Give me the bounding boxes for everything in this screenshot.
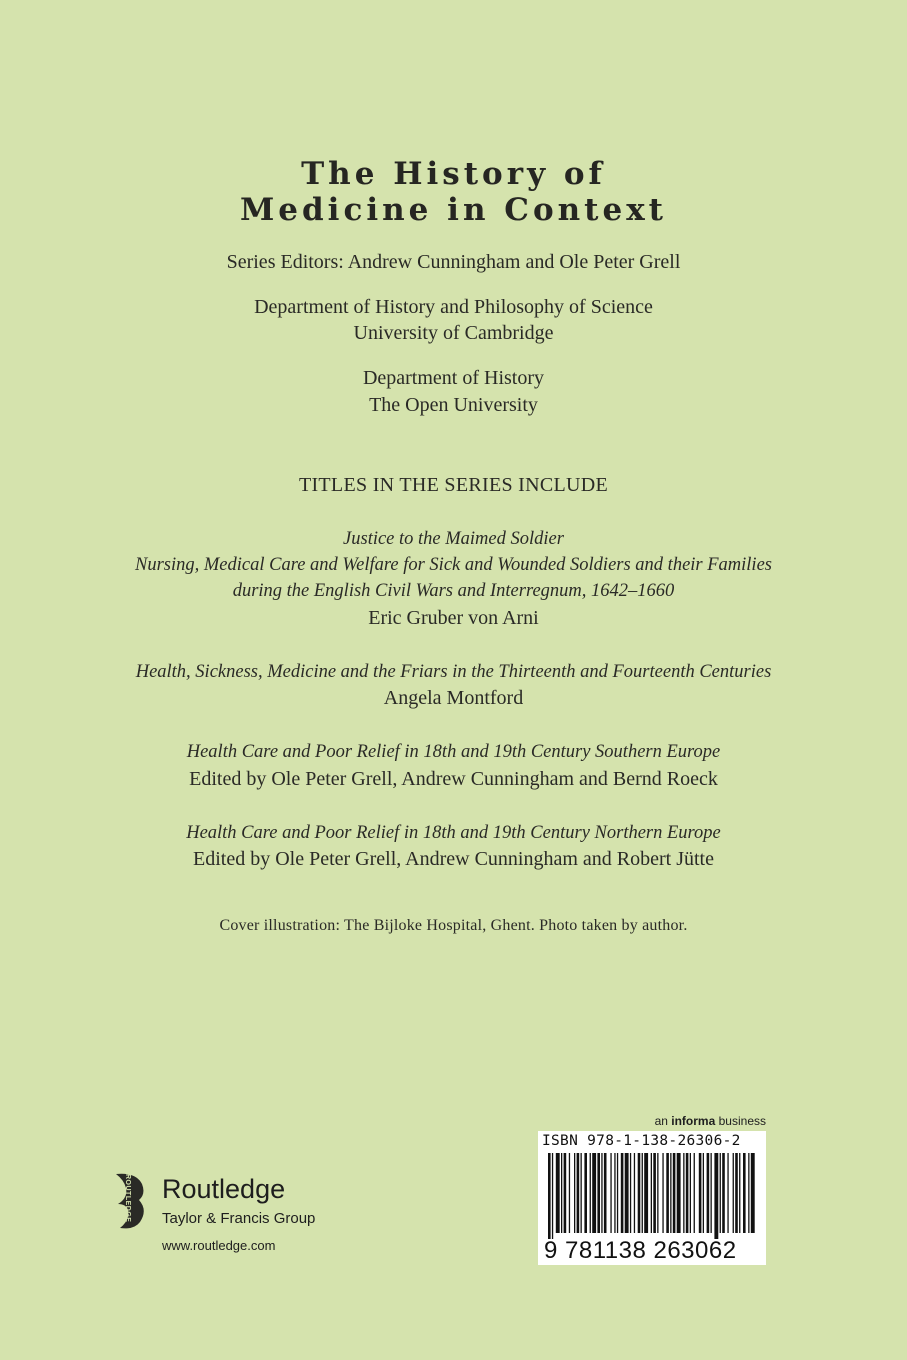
barcode-bar xyxy=(610,1153,611,1233)
barcode-bar xyxy=(581,1153,582,1233)
barcode-bar xyxy=(690,1153,691,1233)
affiliation-open-dept: Department of History xyxy=(362,367,545,389)
barcode-bar xyxy=(662,1153,663,1233)
routledge-logo-icon xyxy=(106,1170,154,1232)
barcode-bar xyxy=(751,1153,755,1233)
barcode-bars xyxy=(540,1153,764,1239)
affiliation-open-univ: The Open University xyxy=(369,394,538,416)
titles-heading: TITLES IN THE SERIES INCLUDE xyxy=(298,474,609,496)
affiliation-cambridge-univ: University of Cambridge xyxy=(353,322,554,344)
barcode-bar xyxy=(707,1153,710,1233)
publisher-name: Routledge xyxy=(162,1174,286,1204)
barcode-bar xyxy=(694,1153,695,1233)
barcode-bar xyxy=(548,1153,551,1239)
barcode-bar xyxy=(556,1153,560,1233)
barcode-bar xyxy=(574,1153,575,1233)
barcode-bar xyxy=(651,1153,652,1233)
book-1-subtitle-cont: during the English Civil Wars and Interregnum, 1642–1660 xyxy=(232,581,675,601)
book-3-title: Health Care and Poor Relief in 18th and 19th Century Southern Europe xyxy=(186,742,721,762)
barcode-bar xyxy=(625,1153,629,1233)
cover-credit: Cover illustration: The Bijloke Hospital, Ghent. Photo taken by author. xyxy=(219,917,688,934)
barcode-bar xyxy=(670,1153,671,1233)
barcode-bar xyxy=(722,1153,725,1233)
barcode-bar xyxy=(614,1153,615,1233)
barcode-bar xyxy=(601,1153,602,1233)
book-3-author: Edited by Ole Peter Grell, Andrew Cunningham and Bernd Roeck xyxy=(189,768,718,790)
barcode-bar xyxy=(735,1153,738,1233)
barcode-bar xyxy=(604,1153,607,1233)
book-1-author: Eric Gruber von Arni xyxy=(368,607,539,629)
barcode-bar xyxy=(739,1153,740,1233)
series-title-line2: Medicine in Context xyxy=(239,192,668,228)
barcode-bar xyxy=(720,1153,721,1233)
book-4-title: Health Care and Poor Relief in 18th and 19th Century Northern Europe xyxy=(186,823,721,843)
barcode-bar xyxy=(552,1153,553,1239)
barcode-bar xyxy=(714,1153,718,1239)
barcode-bar xyxy=(577,1153,580,1233)
series-editors: Series Editors: Andrew Cunningham and Ole Peter Grell xyxy=(226,251,681,273)
barcode-bar xyxy=(617,1153,618,1233)
barcode-bar xyxy=(703,1153,704,1233)
book-1-title: Justice to the Maimed Soldier xyxy=(343,529,564,549)
barcode-bar xyxy=(743,1153,746,1233)
barcode-bar xyxy=(644,1153,648,1233)
barcode-bar xyxy=(597,1153,600,1233)
isbn-label: ISBN 978-1-138-26306-2 xyxy=(542,1133,741,1149)
routledge-vertical-text: ROUTLEDGE xyxy=(124,1174,131,1223)
barcode-bar xyxy=(584,1153,587,1233)
barcode-bar xyxy=(564,1153,567,1233)
barcode-bar xyxy=(711,1153,712,1233)
barcode-bar xyxy=(748,1153,749,1233)
barcode-bar xyxy=(638,1153,641,1233)
ean-digits: 9 781138 263062 xyxy=(544,1237,737,1264)
book-2-title: Health, Sickness, Medicine and the Friars in the Thirteenth and Fourteenth Centuries xyxy=(135,662,772,682)
barcode-bar xyxy=(677,1153,681,1233)
barcode-bar xyxy=(673,1153,676,1233)
barcode-bar xyxy=(630,1153,631,1233)
barcode-bar xyxy=(686,1153,689,1233)
barcode-bar xyxy=(653,1153,656,1233)
barcode xyxy=(538,1131,766,1265)
book-4-author: Edited by Ole Peter Grell, Andrew Cunningham and Robert Jütte xyxy=(192,848,714,870)
barcode-bar xyxy=(569,1153,570,1233)
barcode-bar xyxy=(634,1153,635,1233)
barcode-bar xyxy=(590,1153,591,1233)
barcode-bar xyxy=(561,1153,562,1233)
publisher-url[interactable]: www.routledge.com xyxy=(162,1238,276,1253)
barcode-bar xyxy=(727,1153,728,1233)
barcode-bar xyxy=(683,1153,684,1233)
barcode-bar xyxy=(592,1153,596,1233)
barcode-bar xyxy=(699,1153,702,1233)
barcode-bar xyxy=(642,1153,643,1233)
barcode-bar xyxy=(621,1153,624,1233)
barcode-bar xyxy=(666,1153,669,1233)
series-title-line1: The History of xyxy=(301,156,606,192)
barcode-bar xyxy=(657,1153,658,1233)
book-1-subtitle: Nursing, Medical Care and Welfare for Sick and Wounded Soldiers and their Families xyxy=(134,555,772,575)
book-2-author: Angela Montford xyxy=(383,687,524,709)
barcode-bar xyxy=(733,1153,734,1233)
publisher-group: Taylor & Francis Group xyxy=(162,1210,316,1227)
affiliation-cambridge-dept: Department of History and Philosophy of Science xyxy=(254,296,653,318)
informa-tagline: an informa business xyxy=(654,1114,766,1128)
